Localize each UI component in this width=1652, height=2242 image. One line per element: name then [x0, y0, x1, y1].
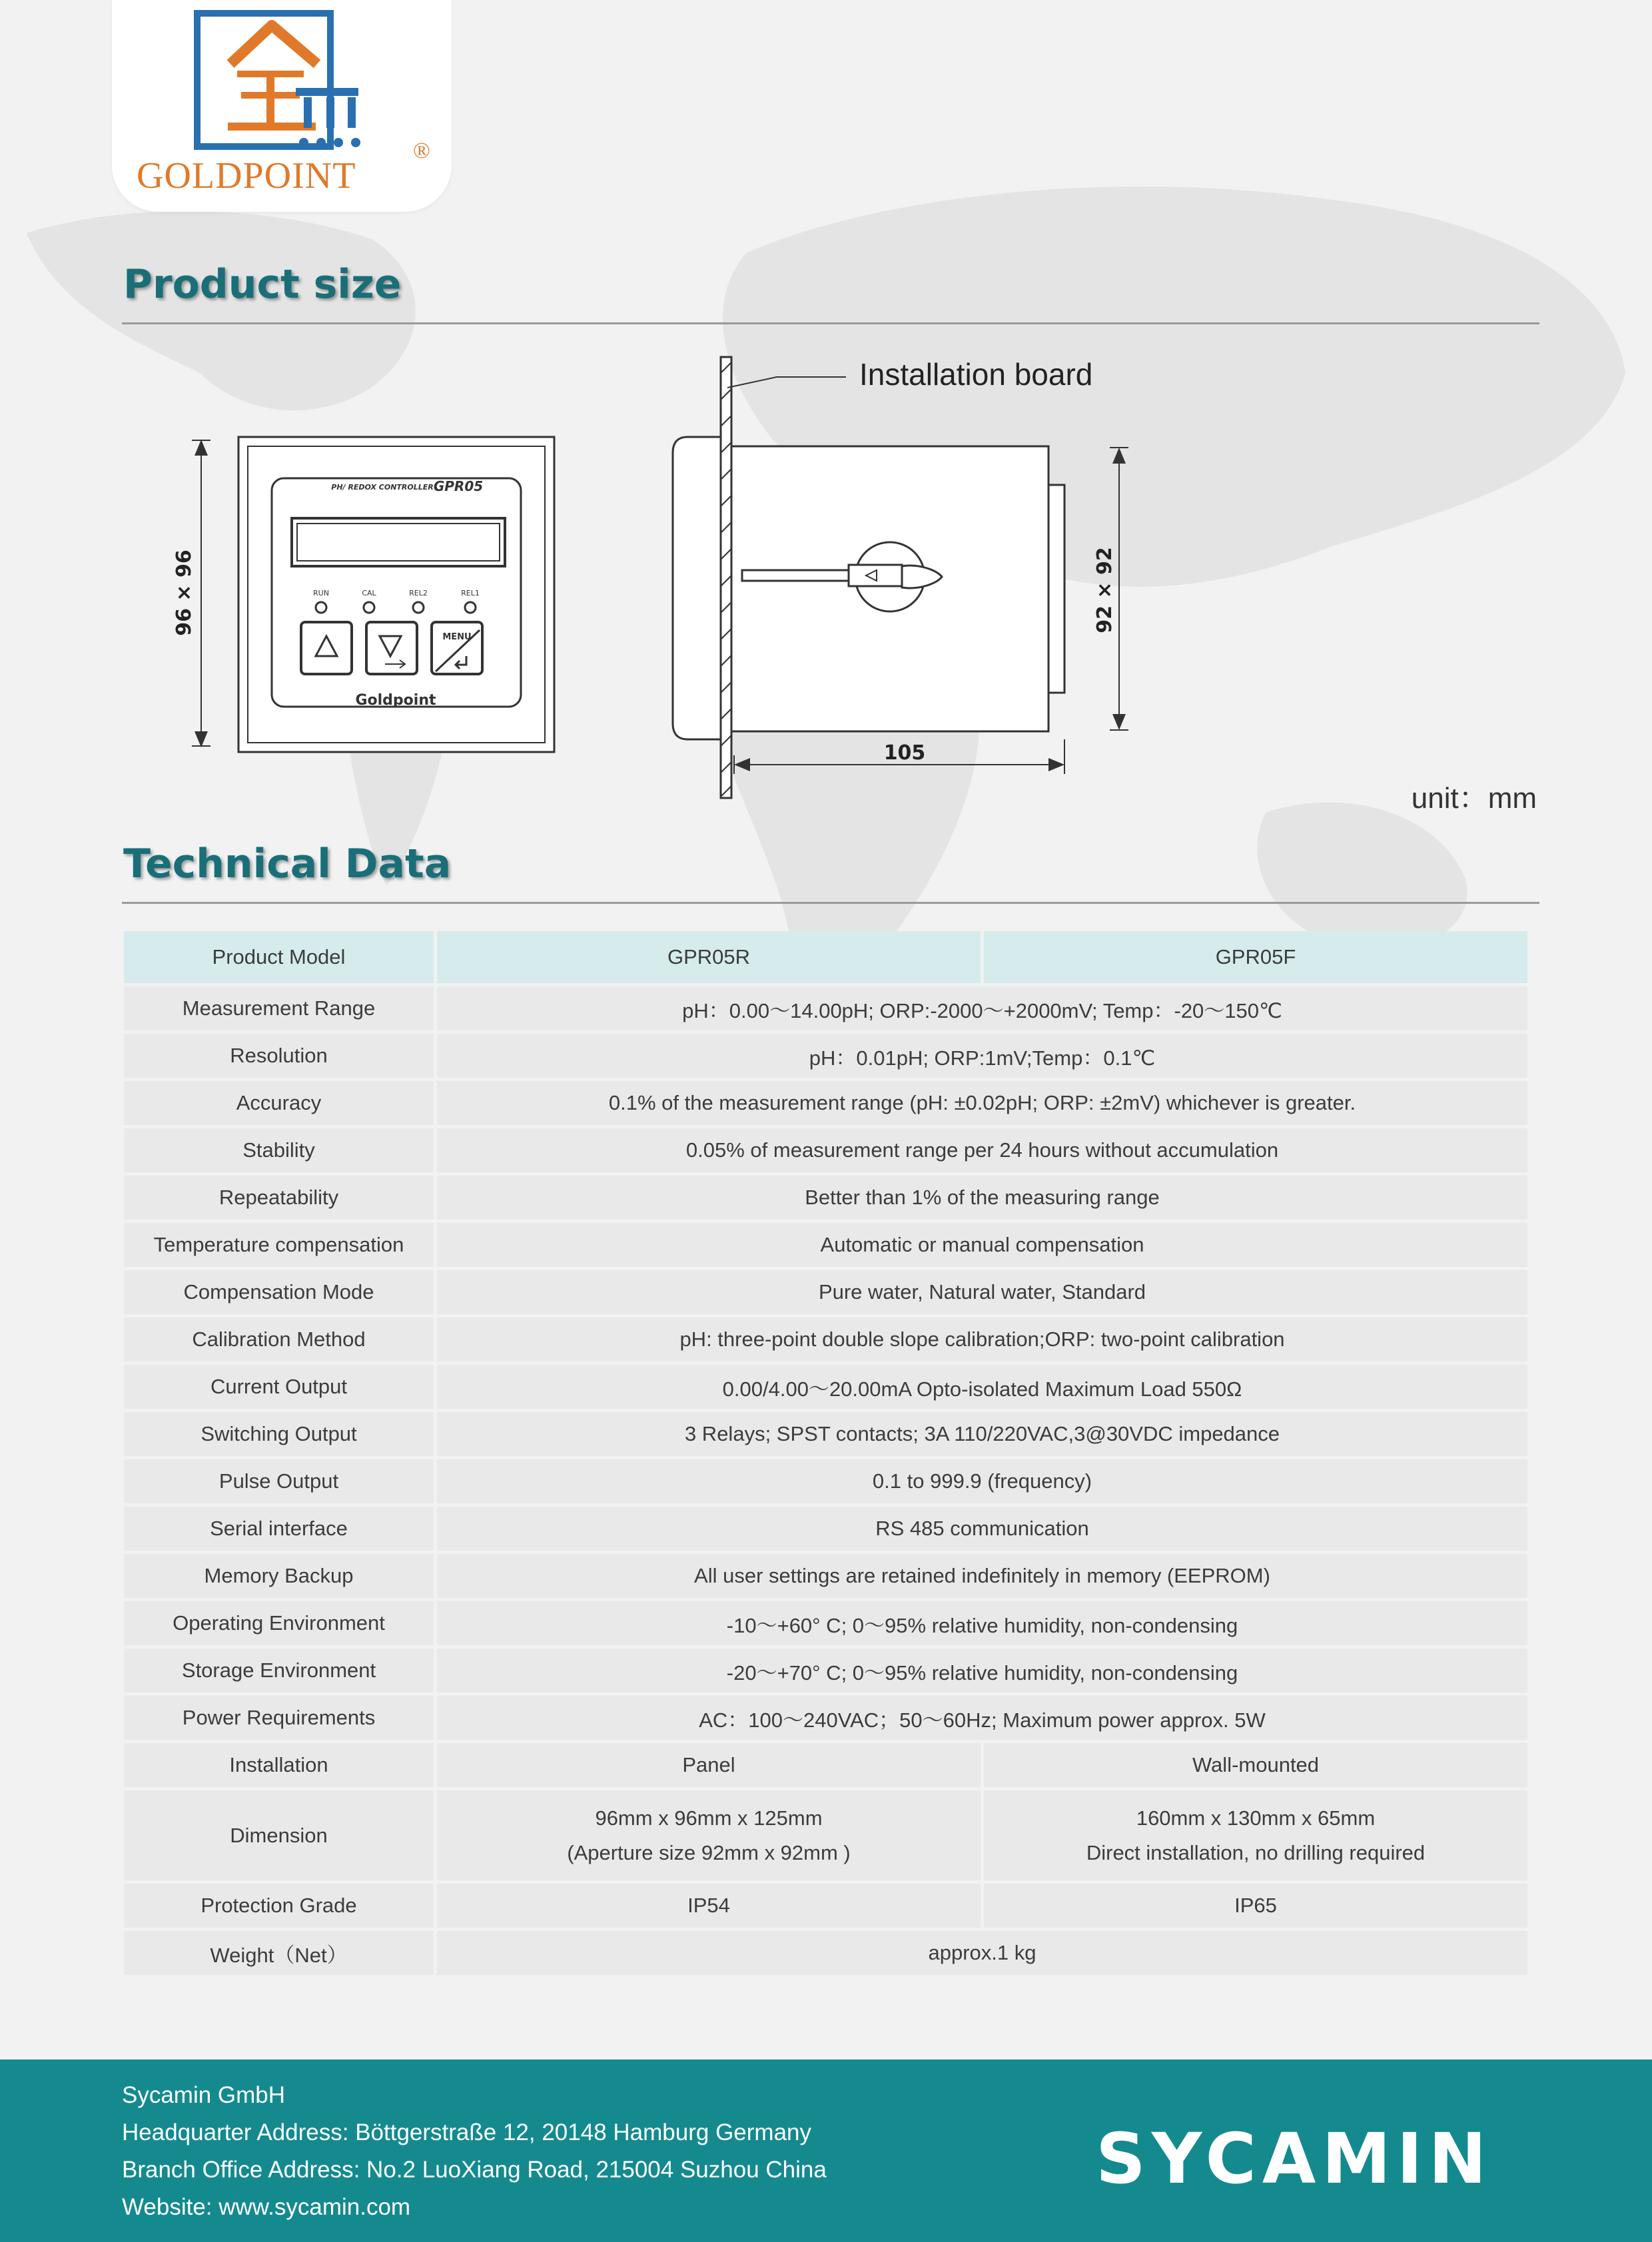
table-header-row	[124, 931, 1527, 983]
row-value: pH: three-point double slope calibration;ORP: two-point calibration	[437, 1317, 1527, 1361]
side-dim-arrow-bottom	[1112, 714, 1126, 730]
row-value: -20～+70° C; 0～95% relative humidity, non-condensing	[437, 1649, 1527, 1692]
row-label: Power Requirements	[124, 1696, 434, 1740]
dimension-row	[124, 1790, 1527, 1880]
dimension-gpr05r	[437, 1790, 981, 1880]
logo-registered-mark: ®	[413, 139, 430, 163]
row-label: Accuracy	[124, 1081, 434, 1125]
dimension-gpr05r-line2: (Aperture size 92mm x 92mm )	[567, 1840, 851, 1864]
table-row	[124, 1696, 1527, 1740]
table-row	[124, 1365, 1527, 1409]
device-subtitle: PH/ REDOX CONTROLLER	[331, 483, 434, 492]
row-label: Temperature compensation	[124, 1223, 434, 1267]
protection-label: Protection Grade	[124, 1884, 434, 1928]
technical-data-divider	[122, 902, 1539, 904]
row-label: Serial interface	[124, 1507, 434, 1551]
row-label: Calibration Method	[124, 1317, 434, 1361]
row-value: pH：0.01pH; ORP:1mV;Temp：0.1℃	[437, 1034, 1527, 1078]
model-gpr05f: GPR05F	[984, 931, 1527, 983]
installation-gpr05f: Wall-mounted	[984, 1743, 1527, 1787]
technical-data-table	[121, 928, 1531, 1978]
product-size-drawing	[0, 340, 1652, 833]
row-label: Resolution	[124, 1034, 434, 1078]
table-row	[124, 986, 1527, 1030]
depth-dimension-label: 105	[883, 741, 926, 765]
unit-label: unit：mm	[1411, 782, 1537, 815]
dimension-gpr05f-line2: Direct installation, no drilling required	[1086, 1840, 1426, 1864]
row-value: 0.00/4.00～20.00mA Opto-isolated Maximum Load 550Ω	[437, 1365, 1527, 1409]
table-row	[124, 1176, 1527, 1220]
led-rel1-label: REL1	[461, 589, 480, 597]
row-value: Better than 1% of the measuring range	[437, 1176, 1527, 1220]
footer	[0, 2059, 1652, 2242]
front-dim-arrow-bottom	[195, 731, 208, 747]
protection-gpr05r: IP54	[437, 1884, 981, 1928]
row-value: pH：0.00～14.00pH; ORP:-2000～+2000mV; Temp：-20～150℃	[437, 986, 1527, 1030]
row-value: 3 Relays; SPST contacts; 3A 110/220VAC,3@30VDC impedance	[437, 1412, 1527, 1456]
table-row	[124, 1270, 1527, 1314]
logo-card	[112, 0, 452, 212]
installation-board-label: Installation board	[859, 357, 1093, 392]
table-row	[124, 1601, 1527, 1645]
row-label: Pulse Output	[124, 1459, 434, 1503]
technical-data-title: Technical Data	[123, 841, 452, 887]
installation-label: Installation	[124, 1743, 434, 1787]
product-size-title: Product size	[123, 261, 402, 308]
row-value: AC：100～240VAC；50～60Hz; Maximum power approx. 5W	[437, 1696, 1527, 1740]
row-label: Switching Output	[124, 1412, 434, 1456]
dimension-gpr05f	[984, 1790, 1527, 1880]
row-label: Operating Environment	[124, 1601, 434, 1645]
table-row	[124, 1223, 1527, 1267]
row-value: Pure water, Natural water, Standard	[437, 1270, 1527, 1314]
product-model-label: Product Model	[124, 931, 434, 983]
dimension-gpr05r-line1: 96mm x 96mm x 125mm	[595, 1806, 823, 1830]
dimension-label: Dimension	[124, 1790, 434, 1880]
protection-gpr05f: IP65	[984, 1884, 1527, 1928]
led-run-label: RUN	[313, 589, 329, 597]
row-value: RS 485 communication	[437, 1507, 1527, 1551]
table-row	[124, 1554, 1527, 1598]
row-value: Automatic or manual compensation	[437, 1223, 1527, 1267]
goldpoint-logo-mark	[191, 9, 376, 156]
table-row	[124, 1034, 1527, 1078]
row-label: Stability	[124, 1128, 434, 1172]
weight-row	[124, 1931, 1527, 1975]
row-value: 0.05% of measurement range per 24 hours without accumulation	[437, 1128, 1527, 1172]
row-label: Storage Environment	[124, 1649, 434, 1692]
footer-website-link[interactable]: Website: www.sycamin.com	[122, 2194, 411, 2220]
installation-row	[124, 1743, 1527, 1787]
device-model: GPR05	[433, 478, 484, 494]
row-value: All user settings are retained indefinitely in memory (EEPROM)	[437, 1554, 1527, 1598]
dimension-gpr05f-line1: 160mm x 130mm x 65mm	[1136, 1806, 1376, 1830]
front-dimension-label: 96 × 96	[173, 550, 196, 636]
row-label: Measurement Range	[124, 986, 434, 1030]
table-row	[124, 1649, 1527, 1692]
table-row	[124, 1507, 1527, 1551]
depth-dim-arrow-right	[1048, 758, 1064, 771]
logo-text: GOLDPOINT	[137, 155, 356, 196]
front-dim-arrow-top	[195, 440, 208, 456]
row-value: -10～+60° C; 0～95% relative humidity, non-condensing	[437, 1601, 1527, 1645]
weight-value: approx.1 kg	[437, 1931, 1527, 1975]
side-dimension-label: 92 × 92	[1093, 547, 1116, 633]
row-value: 0.1% of the measurement range (pH: ±0.02pH; ORP: ±2mV) whichever is greater.	[437, 1081, 1527, 1125]
depth-dim-arrow-left	[734, 758, 750, 771]
sycamin-brand-logo: SYCAMIN	[1096, 2118, 1493, 2199]
led-cal-label: CAL	[362, 589, 376, 597]
weight-label: Weight（Net）	[124, 1931, 434, 1975]
table-row	[124, 1128, 1527, 1172]
row-label: Repeatability	[124, 1176, 434, 1220]
side-view	[673, 357, 1128, 798]
footer-hq-address: Headquarter Address: Böttgerstraße 12, 20148 Hamburg Germany	[122, 2119, 811, 2145]
installation-gpr05r: Panel	[437, 1743, 981, 1787]
table-row	[124, 1317, 1527, 1361]
row-label: Compensation Mode	[124, 1270, 434, 1314]
side-dim-arrow-top	[1112, 448, 1126, 464]
table-row	[124, 1081, 1527, 1125]
model-gpr05r: GPR05R	[437, 931, 981, 983]
device-brand: Goldpoint	[355, 692, 436, 709]
row-value: 0.1 to 999.9 (frequency)	[437, 1459, 1527, 1503]
footer-company: Sycamin GmbH	[122, 2082, 286, 2108]
product-size-divider	[122, 322, 1539, 324]
menu-key-label: MENU	[442, 632, 472, 642]
footer-branch-address: Branch Office Address: No.2 LuoXiang Road, 215004 Suzhou China	[122, 2157, 827, 2183]
table-row	[124, 1412, 1527, 1456]
led-rel2-label: REL2	[409, 589, 428, 597]
row-label: Memory Backup	[124, 1554, 434, 1598]
protection-row	[124, 1884, 1527, 1928]
row-label: Current Output	[124, 1365, 434, 1409]
table-row	[124, 1459, 1527, 1503]
